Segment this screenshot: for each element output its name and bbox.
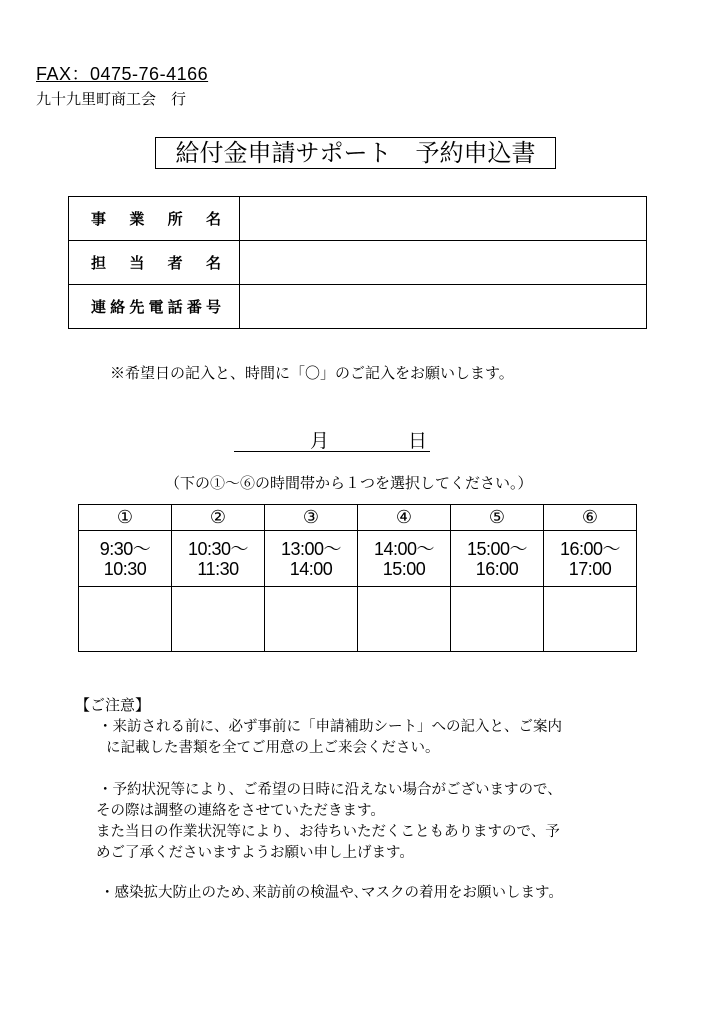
table-row <box>69 197 647 241</box>
slot-time <box>265 531 358 587</box>
slot-time <box>172 531 265 587</box>
slot-end: 16:00 <box>475 558 519 579</box>
notice-heading: 【ご注意】 <box>75 696 151 714</box>
table-row <box>69 285 647 329</box>
notice-line: その際は調整の連絡をさせていただきます。 <box>96 803 385 819</box>
slot-time <box>544 531 637 587</box>
fax-number: FAX：0475-76-4166 <box>36 64 209 84</box>
contact-person-label: 担当者名 <box>69 241 240 285</box>
slot-end: 14:00 <box>289 558 333 579</box>
business-name-label: 事業所名 <box>69 197 240 241</box>
date-field[interactable] <box>234 426 430 452</box>
slot-end: 11:30 <box>197 558 239 579</box>
slot-number: ⑤ <box>451 505 544 531</box>
applicant-info-table <box>68 196 647 329</box>
slot-mark-row <box>79 587 637 652</box>
contact-person-field[interactable] <box>240 241 647 285</box>
document-title: 給付金申請サポート 予約申込書 <box>155 137 556 169</box>
slot-number-row <box>79 505 637 531</box>
slot-mark-cell[interactable] <box>79 587 172 652</box>
slot-start: 10:30～ <box>187 538 249 559</box>
business-name-field[interactable] <box>240 197 647 241</box>
slot-time <box>79 531 172 587</box>
slot-start: 13:00～ <box>280 538 342 559</box>
slot-number: ② <box>172 505 265 531</box>
slot-mark-cell[interactable] <box>544 587 637 652</box>
notice-line: に記載した書類を全てご用意の上ご来会ください。 <box>106 740 440 756</box>
slot-mark-cell[interactable] <box>172 587 265 652</box>
slot-number: ④ <box>358 505 451 531</box>
slot-start: 14:00～ <box>373 538 435 559</box>
slot-mark-cell[interactable] <box>358 587 451 652</box>
slot-start: 15:00～ <box>466 538 528 559</box>
slot-mark-cell[interactable] <box>265 587 358 652</box>
slot-end: 17:00 <box>568 558 612 579</box>
slot-start: 16:00～ <box>559 538 621 559</box>
day-label: 日 <box>408 430 428 452</box>
notice-line: ・来訪される前に、必ず事前に「申請補助シート」への記入と、ご案内 <box>98 719 562 735</box>
select-note: （下の①～⑥の時間帯から１つを選択してください。） <box>165 474 533 492</box>
slot-time <box>451 531 544 587</box>
month-label: 月 <box>310 430 330 452</box>
time-slot-table <box>78 504 637 652</box>
slot-time <box>358 531 451 587</box>
slot-time-row <box>79 531 637 587</box>
recipient: 九十九里町商工会 行 <box>36 90 187 108</box>
slot-number: ③ <box>265 505 358 531</box>
slot-number: ① <box>79 505 172 531</box>
phone-number-field[interactable] <box>240 285 647 329</box>
notice-line: ・予約状況等により、ご希望の日時に沿えない場合がございますので、 <box>98 782 562 798</box>
slot-number: ⑥ <box>544 505 637 531</box>
slot-start: 9:30～ <box>99 538 151 559</box>
instruction-text: ※希望日の記入と、時間に「〇」のご記入をお願いします。 <box>110 364 514 382</box>
notice-line: めご了承くださいますようお願い申し上げます。 <box>96 845 414 861</box>
notice-line: ・感染拡大防止のため､来訪前の検温や､マスクの着用をお願いします。 <box>100 885 563 901</box>
table-row <box>69 241 647 285</box>
slot-end: 10:30 <box>103 558 147 579</box>
phone-number-label: 連絡先電話番号 <box>69 285 240 329</box>
slot-mark-cell[interactable] <box>451 587 544 652</box>
notice-line: また当日の作業状況等により、お待ちいただくこともありますので、予 <box>96 824 560 840</box>
slot-end: 15:00 <box>382 558 426 579</box>
